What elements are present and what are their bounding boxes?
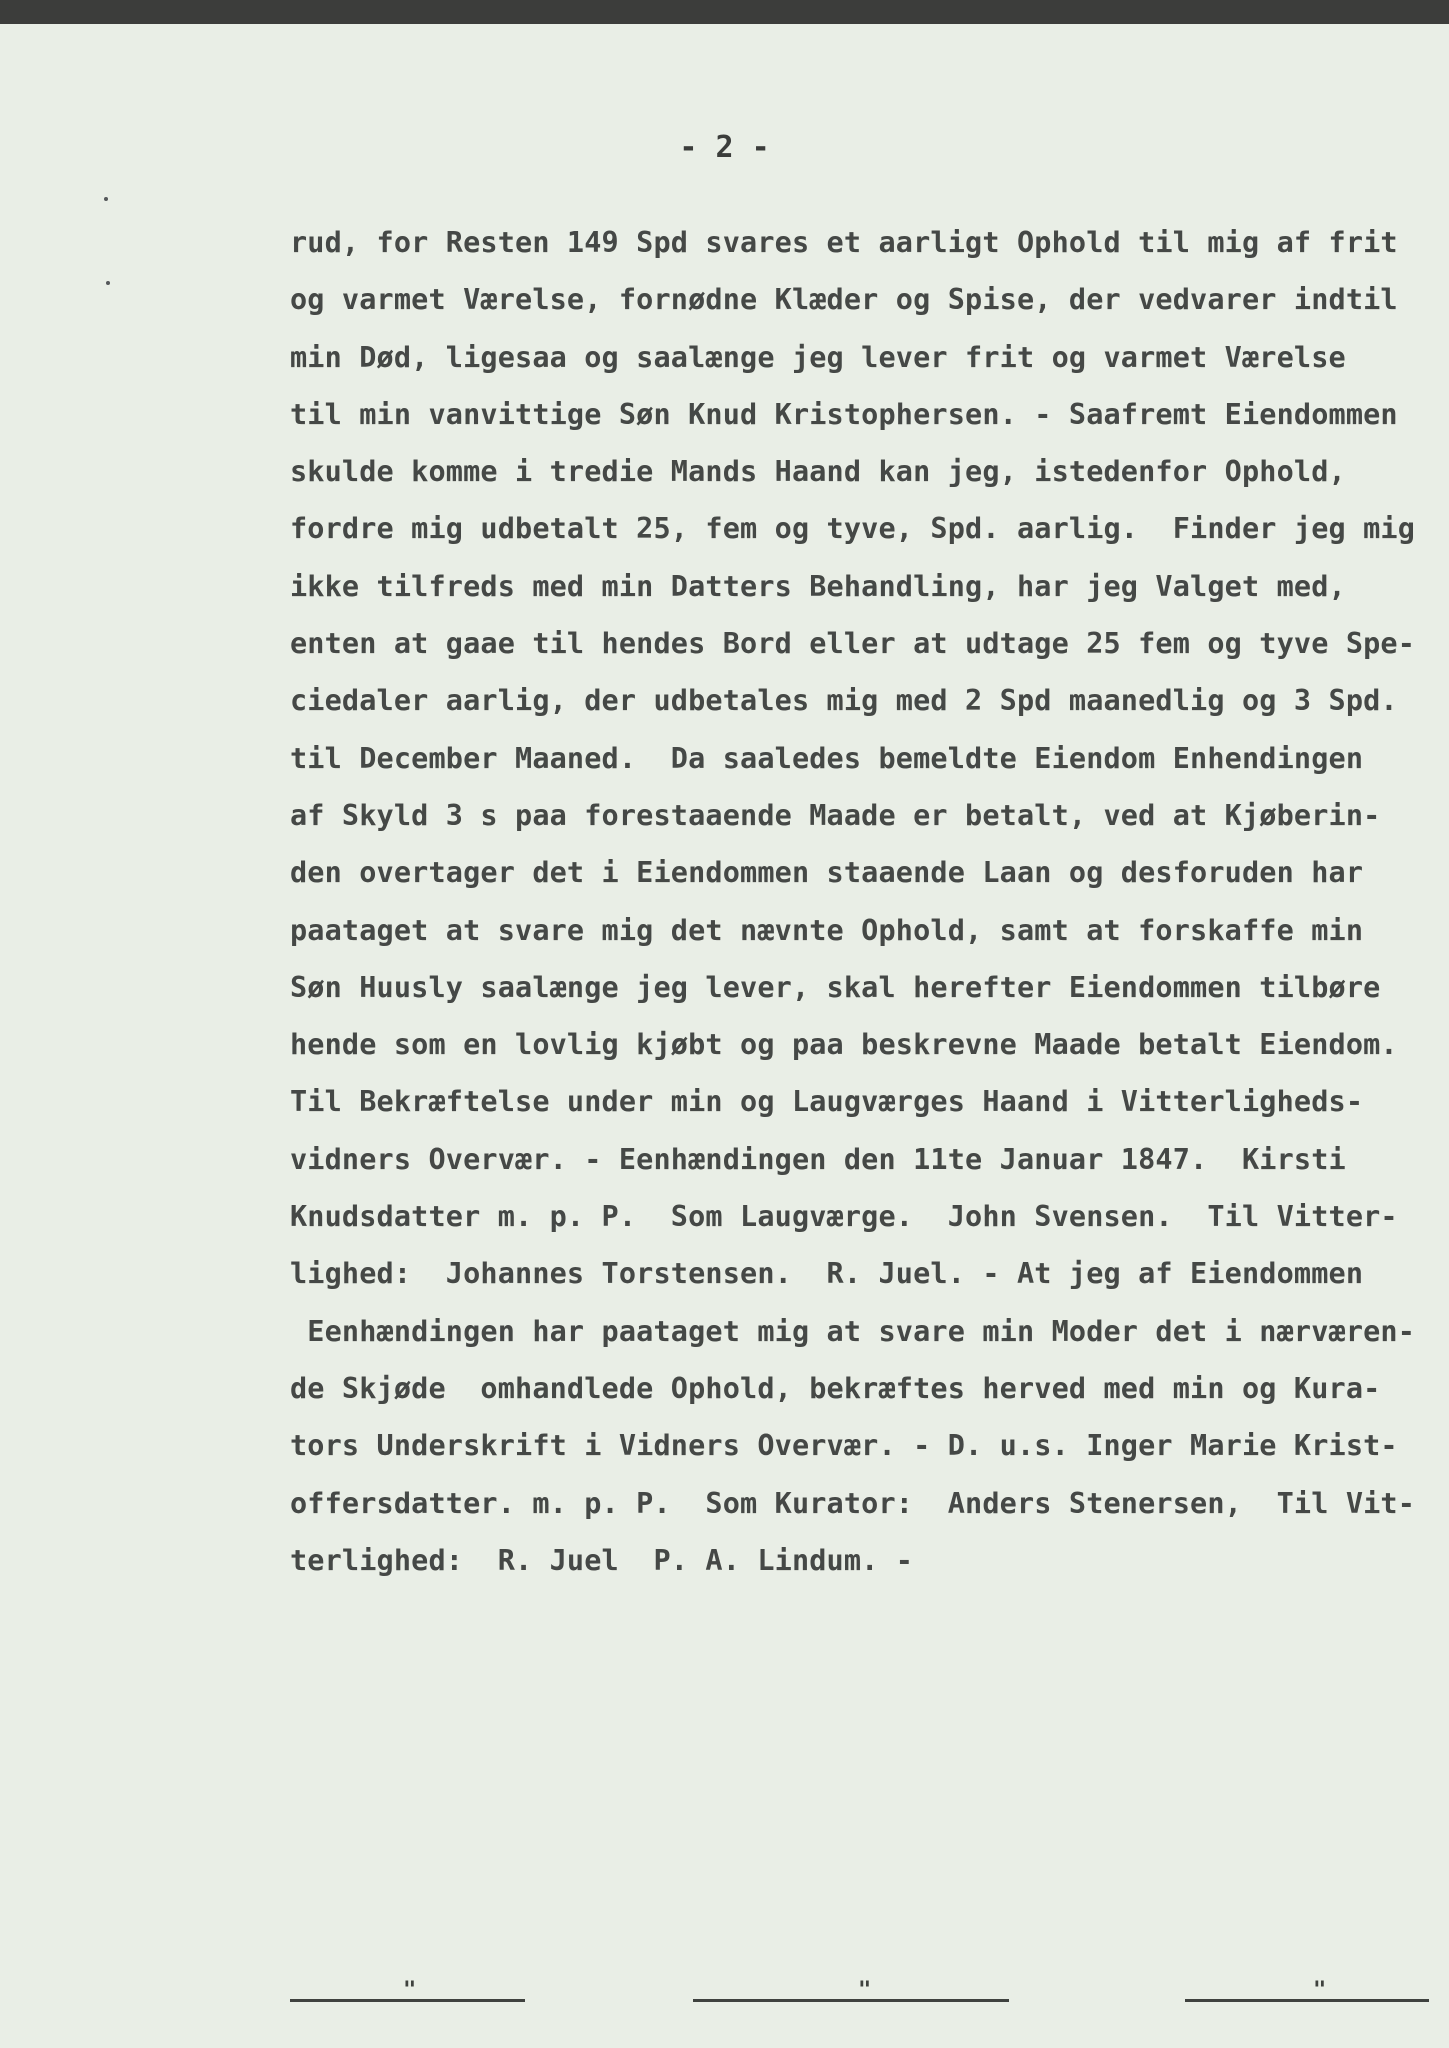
text-line: Søn Huusly saalænge jeg lever, skal herefter Eiendommen tilbøre xyxy=(290,970,1381,1004)
text-line: ciedaler aarlig, der udbetales mig med 2 Spd maanedlig og 3 Spd. xyxy=(290,684,1398,718)
text-line: rud, for Resten 149 Spd svares et aarligt Ophold til mig af frit xyxy=(290,226,1398,259)
text-line: fordre mig udbetalt 25, fem og tyve, Spd. aarlig. Finder jeg mig xyxy=(290,512,1416,546)
page-number: - 2 - xyxy=(679,130,770,165)
text-line: Eenhændingen har paataget mig at svare min Moder det i nærværen- xyxy=(290,1314,1416,1348)
text-line: terlighed: R. Juel P. A. Lindum. - xyxy=(290,1543,914,1577)
text-line: tors Underskrift i Vidners Overvær. - D. u.s. Inger Marie Krist- xyxy=(290,1429,1398,1463)
text-line: de Skjøde omhandlede Ophold, bekræftes herved med min og Kura- xyxy=(290,1371,1381,1405)
text-line: min Død, ligesaa og saalænge jeg lever frit og varmet Værelse xyxy=(290,340,1346,374)
text-line: af Skyld 3 s paa forestaaende Maade er betalt, ved at Kjøberin- xyxy=(290,798,1381,832)
signature-rule xyxy=(693,1999,1009,2002)
text-line: Knudsdatter m. p. P. Som Laugværge. John Svensen. Til Vitter- xyxy=(290,1200,1398,1234)
ditto-mark: " xyxy=(1313,1978,1327,2003)
text-line: lighed: Johannes Torstensen. R. Juel. - At jeg af Eiendommen xyxy=(290,1257,1364,1291)
signature-rule xyxy=(1185,1999,1429,2002)
text-line: til December Maaned. Da saaledes bemeldte Eiendom Enhendingen xyxy=(290,741,1364,775)
margin-speck xyxy=(104,197,108,201)
text-line: enten at gaae til hendes Bord eller at udtage 25 fem og tyve Spe- xyxy=(290,627,1416,661)
text-line: skulde komme i tredie Mands Haand kan jeg, istedenfor Ophold, xyxy=(290,455,1346,489)
margin-speck xyxy=(106,281,110,285)
ditto-mark: " xyxy=(403,1978,417,2003)
text-line: og varmet Værelse, fornødne Klæder og Spise, der vedvarer indtil xyxy=(290,283,1398,317)
text-line: paataget at svare mig det nævnte Ophold, samt at forskaffe min xyxy=(290,913,1364,947)
text-line: til min vanvittige Søn Knud Kristophersen. - Saafremt Eiendommen xyxy=(290,397,1398,431)
ditto-mark: " xyxy=(858,1978,872,2003)
text-line: Til Bekræftelse under min og Laugværges Haand i Vitterligheds- xyxy=(290,1085,1364,1119)
text-line: offersdatter. m. p. P. Som Kurator: Anders Stenersen, Til Vit- xyxy=(290,1486,1416,1520)
text-line: den overtager det i Eiendommen staaende Laan og desforuden har xyxy=(290,856,1364,890)
text-line: ikke tilfreds med min Datters Behandling, har jeg Valget med, xyxy=(290,569,1346,603)
document-body xyxy=(290,214,1430,1589)
text-line: hende som en lovlig kjøbt og paa beskrevne Maade betalt Eiendom. xyxy=(290,1028,1398,1062)
text-line: vidners Overvær. - Eenhændingen den 11te Januar 1847. Kirsti xyxy=(290,1142,1346,1176)
